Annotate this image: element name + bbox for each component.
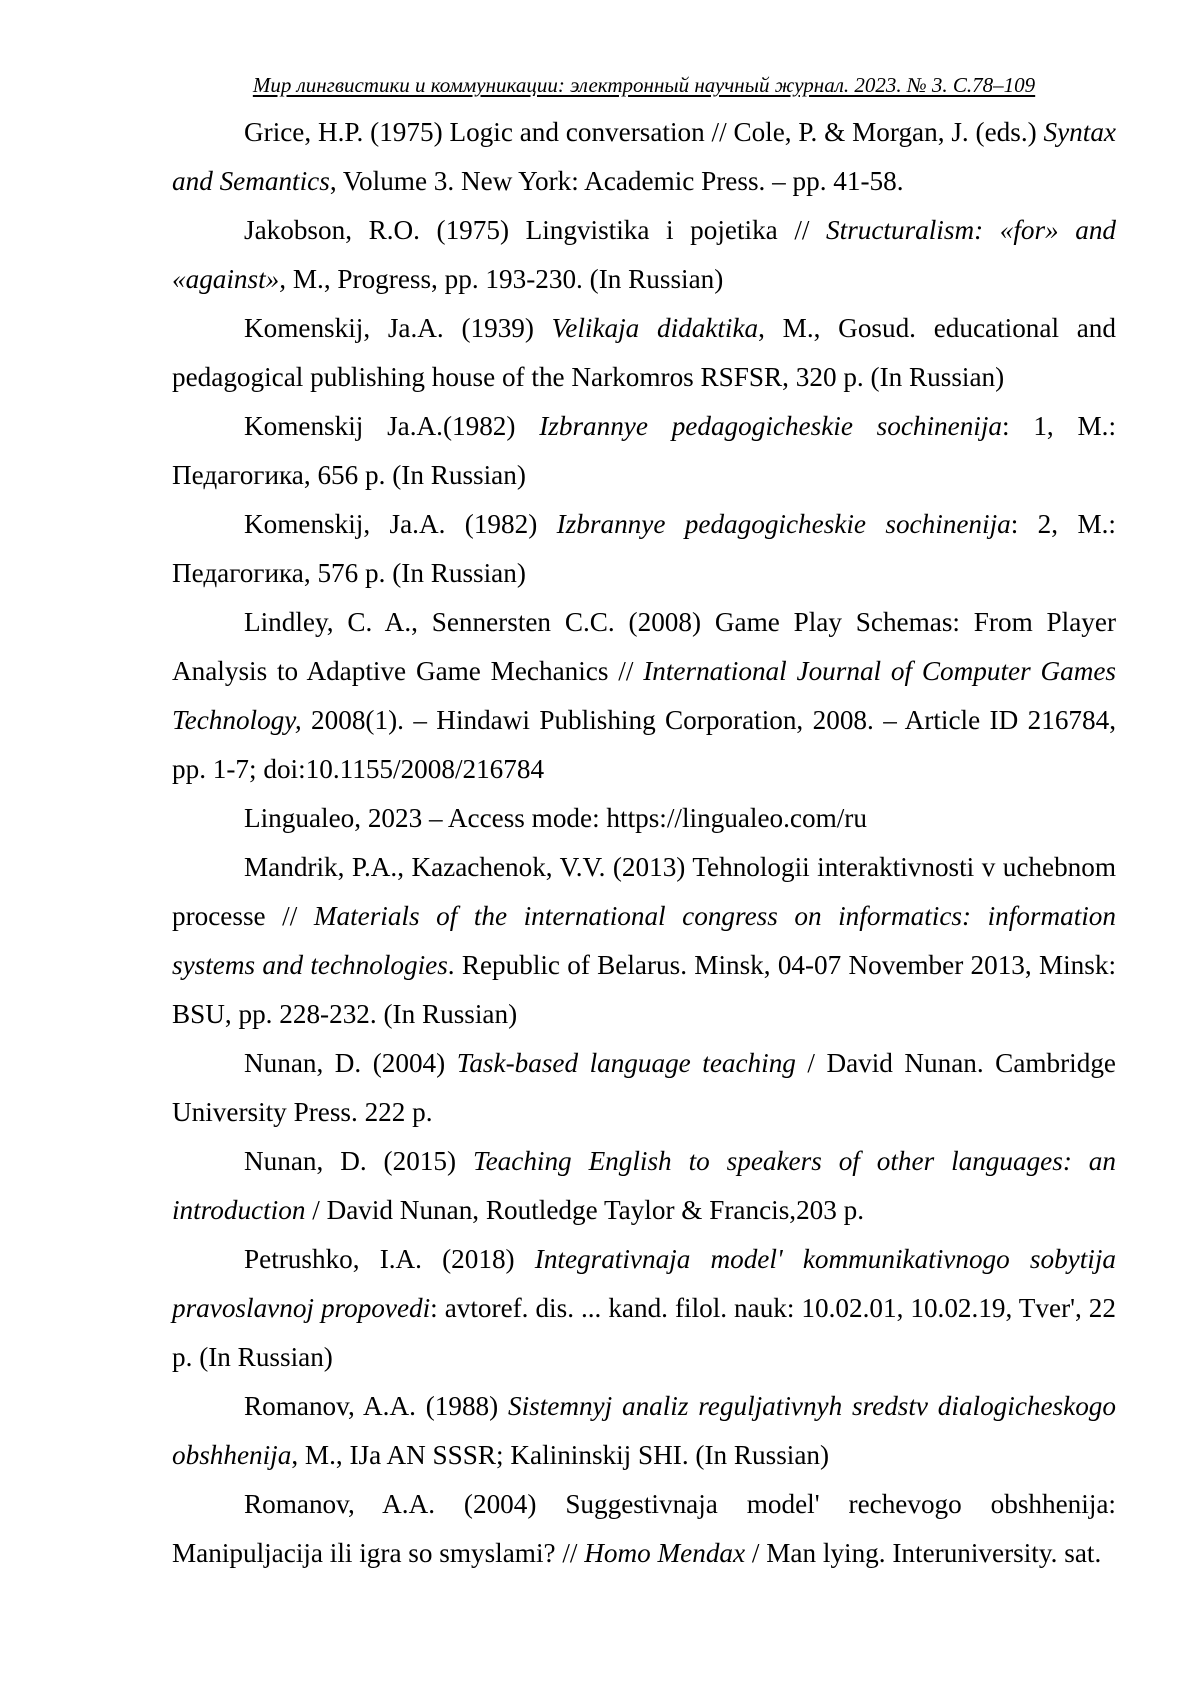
reference-text: Grice, H.P. (1975) Logic and conversation // Cole, P. & Morgan, J. (eds.) xyxy=(244,117,1044,147)
reference-entry xyxy=(172,1382,1116,1480)
reference-title-italic: Teaching English to speakers of other languages: an introduction xyxy=(172,1146,1116,1225)
reference-text: Petrushko, I.A. (2018) xyxy=(244,1244,535,1274)
reference-text: Nunan, D. (2004) xyxy=(244,1048,457,1078)
reference-title-italic: Integrativnaja model' kommunikativnogo sobytija pravoslavnoj propovedi xyxy=(172,1244,1116,1323)
reference-entry xyxy=(172,794,1116,843)
reference-entry xyxy=(172,1039,1116,1137)
reference-entry xyxy=(172,598,1116,794)
reference-text: : 2, M.: Педагогика, 576 p. (In Russian) xyxy=(172,509,1116,588)
reference-entry xyxy=(172,1137,1116,1235)
reference-entry xyxy=(172,206,1116,304)
reference-title-italic: Homo Mendax xyxy=(584,1538,746,1568)
reference-text: Komenskij Ja.A.(1982) xyxy=(244,411,540,441)
reference-title-italic: Structuralism: «for» and «against», xyxy=(172,215,1117,294)
journal-running-header: Мир лингвистики и коммуникации: электронный научный журнал. 2023. № 3. С.78–109 xyxy=(252,73,1036,97)
reference-text: Lingualeo, 2023 – Access mode: https://lingualeo.com/ru xyxy=(244,803,867,833)
reference-entry xyxy=(172,108,1116,206)
reference-title-italic: Sistemnyj analiz reguljativnyh sredstv dialogicheskogo obshhenija xyxy=(172,1391,1116,1470)
reference-text: / David Nunan, Routledge Taylor & Francis,203 p. xyxy=(305,1195,865,1225)
reference-text: . Republic of Belarus. Minsk, 04-07 November 2013, Minsk: BSU, pp. 228-232. (In Russian) xyxy=(172,950,1116,1029)
reference-text: Komenskij, Ja.A. (1939) xyxy=(244,313,552,343)
reference-text: M., Progress, pp. 193-230. (In Russian) xyxy=(286,264,724,294)
reference-title-italic: Task-based language teaching xyxy=(456,1048,796,1078)
reference-text: : avtoref. dis. ... kand. filol. nauk: 10.02.01, 10.02.19, Tver', 22 p. (In Russian) xyxy=(172,1293,1116,1372)
document-page xyxy=(172,0,1116,1697)
reference-text: , M., IJa AN SSSR; Kalininskij SHI. (In Russian) xyxy=(291,1440,830,1470)
reference-text: 2008(1). – Hindawi Publishing Corporation, 2008. – Article ID 216784, pp. 1-7; doi:10.1155/2008/216784 xyxy=(172,705,1116,784)
reference-title-italic: Izbrannye pedagogicheskie sochinenija xyxy=(556,509,1011,539)
reference-title-italic: Syntax and Semantics xyxy=(172,117,1116,196)
reference-text: Romanov, A.A. (2004) Suggestivnaja model' rechevogo obshhenija: Manipuljacija ili igra so smyslami? // xyxy=(172,1489,1116,1568)
reference-title-italic: Velikaja didaktika xyxy=(551,313,759,343)
reference-text: Nunan, D. (2015) xyxy=(244,1146,473,1176)
reference-text: Komenskij, Ja.A. (1982) xyxy=(244,509,557,539)
reference-text: / David Nunan. Cambridge University Press. 222 p. xyxy=(172,1048,1116,1127)
reference-text: Mandrik, P.A., Kazachenok, V.V. (2013) Tehnologii interaktivnosti v uchebnom processe // xyxy=(172,852,1116,931)
reference-text: / Man lying. Interuniversity. sat. xyxy=(745,1538,1102,1568)
reference-title-italic: International Journal of Computer Games Technology, xyxy=(172,656,1116,735)
reference-entry xyxy=(172,304,1116,402)
reference-entry xyxy=(172,1235,1116,1382)
reference-text: Jakobson, R.O. (1975) Lingvistika i pojetika // xyxy=(244,215,827,245)
reference-entry xyxy=(172,500,1116,598)
reference-entry xyxy=(172,1480,1116,1578)
reference-text: , M., Gosud. educational and pedagogical publishing house of the Narkomros RSFSR, 320 p. (In Russian) xyxy=(172,313,1116,392)
reference-text: , Volume 3. New York: Academic Press. – pp. 41-58. xyxy=(329,166,904,196)
reference-list xyxy=(172,108,1116,1578)
reference-text: Lindley, C. A., Sennersten C.C. (2008) Game Play Schemas: From Player Analysis to Adaptive Game Mechanics // xyxy=(172,607,1116,686)
reference-text: Romanov, A.A. (1988) xyxy=(244,1391,508,1421)
reference-title-italic: Materials of the international congress on informatics: information systems and technologies xyxy=(172,901,1116,980)
reference-entry xyxy=(172,402,1116,500)
reference-text: : 1, M.: Педагогика, 656 p. (In Russian) xyxy=(172,411,1116,490)
reference-entry xyxy=(172,843,1116,1039)
reference-title-italic: Izbrannye pedagogicheskie sochinenija xyxy=(539,411,1002,441)
